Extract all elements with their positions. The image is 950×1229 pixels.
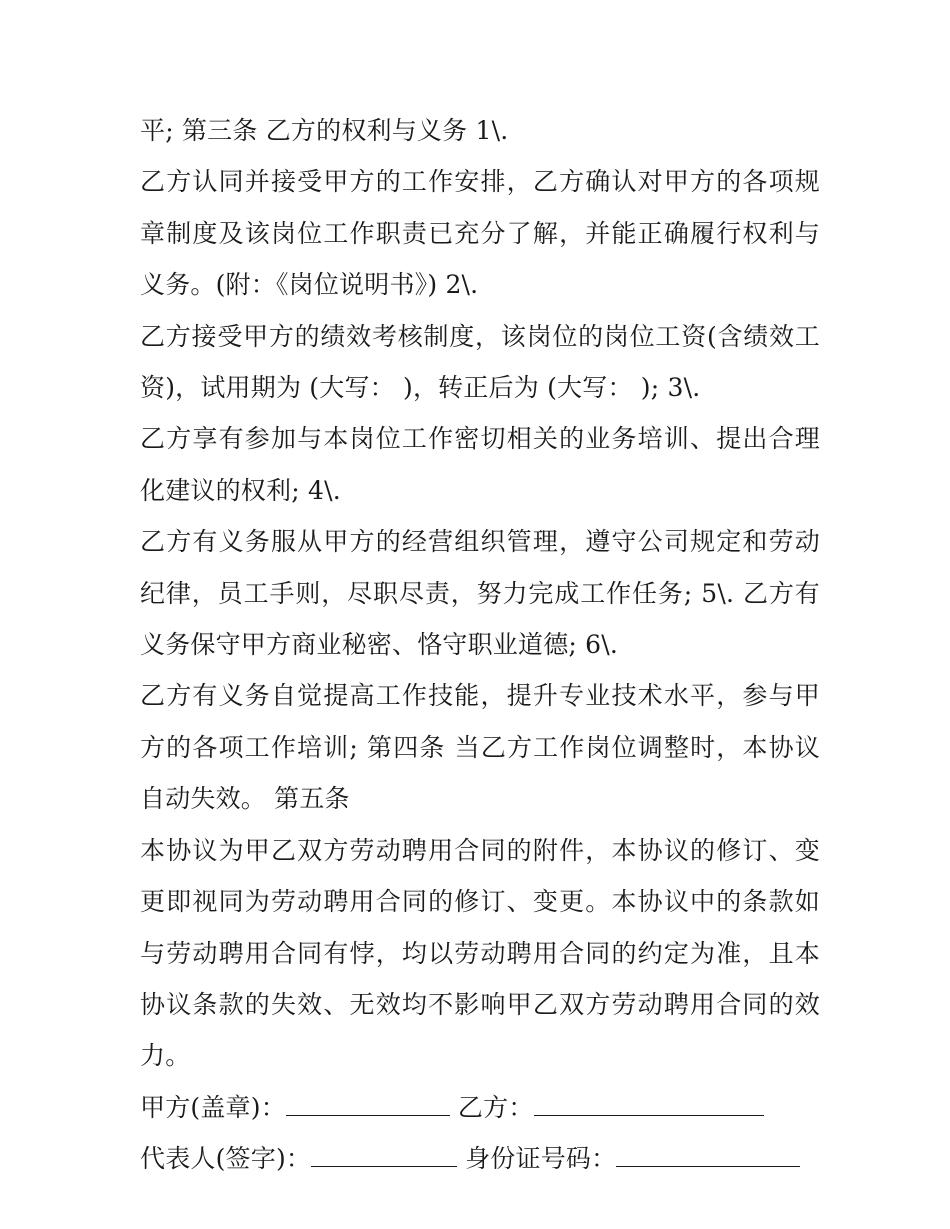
paragraph-clause-4-5: 乙方有义务服从甲方的经营组织管理，遵守公司规定和劳动纪律，员工手则，尽职尽责，努力完成工作任务; 5\. 乙方有义务保守甲方商业秘密、恪守职业道德; 6\. [140,527,820,660]
representative-label: 代表人(签字)： [140,1144,312,1174]
party-b-blank [534,1093,764,1116]
document-body [140,105,820,1185]
paragraph-clause-1: 乙方认同并接受甲方的工作安排，乙方确认对甲方的各项规章制度及该岗位工作职责已充分了解，并能正确履行权利与义务。(附：《岗位说明书》) 2\. [140,167,820,300]
id-number-blank [616,1144,800,1167]
party-a-blank [286,1093,450,1116]
paragraph-clause-2: 乙方接受甲方的绩效考核制度，该岗位的岗位工资(含绩效工资)，试用期为 (大写： )，转正后为 (大写： ); 3\. [140,321,820,403]
party-b-label: 乙方： [457,1092,534,1122]
party-a-label: 甲方(盖章)： [140,1092,286,1122]
representative-blank [311,1144,457,1167]
signature-line-parties [140,1082,820,1133]
signature-line-representative [140,1133,820,1184]
id-number-label: 身份证号码： [465,1144,617,1174]
paragraph-article-3-heading: 平; 第三条 乙方的权利与义务 1\. [140,116,509,145]
paragraph-clause-3: 乙方享有参加与本岗位工作密切相关的业务培训、提出合理化建议的权利; 4\. [140,424,820,505]
paragraph-article-5: 本协议为甲乙双方劳动聘用合同的附件，本协议的修订、变更即视同为劳动聘用合同的修订、变更。本协议中的条款如与劳动聘用合同有悖，均以劳动聘用合同的约定为准，且本协议条款的失效、无效均不影响甲乙双方劳动聘用合同的效力。 [140,835,820,1071]
paragraph-clause-6-article-4: 乙方有义务自觉提高工作技能，提升专业技术水平，参与甲方的各项工作培训; 第四条 当乙方工作岗位调整时，本协议自动失效。 第五条 [140,681,820,814]
